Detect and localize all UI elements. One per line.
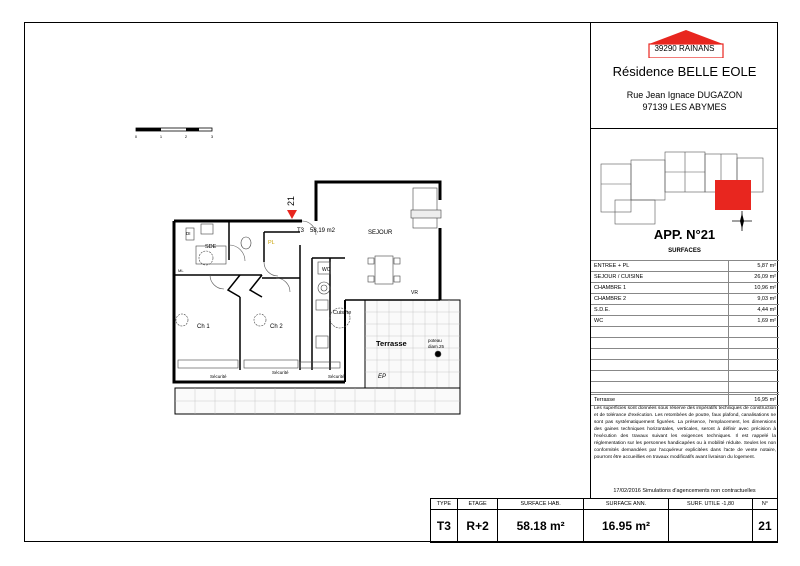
disclaimer-text: Les superficies sont données sous réserve des impératifs techniques de construction et de tolérance d'exécution. Les retombées de poutre, faux plafond, canalisations ne sont pas systématiquement figurées. La présence, l'emplacement, les dimensions des gaines techniques horizontales, verticales, seront à définir avec précision à l'exécution des travaux suivant les exigences techniques. Il est rappelé la réglementation sur les personnes handicapées ou à mobilité réduite. Seules les non conformités demandées par l'acquéreur explicitées dans l'acte de vente notaire, pourront être accueillies en travaux modificatifs avant livraison du logement.: [594, 406, 776, 460]
surface-label: [591, 371, 729, 382]
surface-label: [591, 338, 729, 349]
summary-value-etage: R+2: [457, 510, 498, 543]
surface-row: [591, 261, 779, 272]
surface-label: SEJOUR / CUISINE: [591, 272, 729, 283]
scale-tick-1: 1: [159, 134, 163, 139]
room-label-ch2: Ch 2: [270, 324, 283, 330]
surface-value: 1,69 m²: [729, 316, 780, 327]
surface-row: [591, 327, 779, 338]
surface-row: [591, 371, 779, 382]
summary-header-surface-hab: SURFACE HAB.: [498, 499, 583, 510]
surface-row: [591, 349, 779, 360]
surfaces-table: [591, 260, 779, 403]
roof-icon: [649, 30, 723, 44]
label-ml: ML: [178, 268, 184, 273]
surface-label: [591, 360, 729, 371]
residence-name: Résidence BELLE EOLE: [612, 64, 757, 79]
surface-label: ENTREE + PL: [591, 261, 729, 272]
label-di: DI: [186, 231, 191, 236]
balcony-strip: [175, 388, 460, 414]
summary-value-surface-ann: 16.95 m²: [583, 510, 668, 543]
company-name: 39290 RAINANS: [654, 44, 715, 53]
surface-label: CHAMBRE 1: [591, 283, 729, 294]
room-label-sejour: SEJOUR: [368, 230, 393, 236]
summary-value-surf-utile: [669, 510, 753, 543]
surface-label: [591, 349, 729, 360]
terrasse-label: Terrasse: [591, 395, 729, 406]
summary-value-numero: 21: [752, 510, 777, 543]
summary-table: [430, 498, 778, 543]
residence-street: Rue Jean Ignace DUGAZON: [626, 90, 743, 100]
room-label-ch1: Ch 1: [197, 324, 210, 330]
label-securite-3: Sécurité: [328, 374, 345, 379]
summary-header-type: TYPE: [431, 499, 458, 510]
entry-number: 21: [286, 195, 296, 206]
apartment-type-label: T3: [297, 228, 305, 234]
summary-value-surface-hab: 58.18 m²: [498, 510, 583, 543]
scale-tick-3: 3: [210, 134, 214, 139]
surface-row: [591, 382, 779, 393]
surface-row: [591, 338, 779, 349]
label-vr: VR: [411, 290, 418, 296]
label-securite-1: Sécurité: [210, 374, 227, 379]
surface-row: [591, 294, 779, 305]
scale-bar: [135, 128, 214, 139]
surface-value: 26,09 m²: [729, 272, 780, 283]
terrasse-value: 16,95 m²: [729, 395, 780, 406]
scale-tick-0: 0: [134, 134, 138, 139]
room-label-terrasse: Terrasse: [376, 339, 407, 348]
company-logo: [641, 26, 731, 58]
label-ep: EP: [378, 374, 387, 380]
apartment-area-label: 58,19 m2: [310, 228, 336, 234]
surface-row: [591, 360, 779, 371]
info-panel: [590, 22, 778, 498]
residence-city: 97139 LES ABYMES: [642, 102, 727, 112]
surface-row: [591, 305, 779, 316]
surface-value: [729, 338, 780, 349]
entry-marker: [286, 196, 297, 219]
partitions: [174, 221, 345, 370]
room-label-cuisine: Cuisine: [333, 310, 352, 316]
room-label-pl: PL: [268, 240, 275, 246]
summary-header-surface-ann: SURFACE ANN.: [583, 499, 668, 510]
label-poteau: poteau: [428, 338, 442, 343]
room-label-sde: SDE: [205, 244, 217, 250]
surface-value: [729, 360, 780, 371]
surface-label: WC: [591, 316, 729, 327]
unit-highlight: [715, 180, 751, 210]
surface-row: [591, 283, 779, 294]
apartment-title: APP. N°21: [653, 227, 716, 242]
summary-header-surf-utile: SURF. UTILE -1,80: [669, 499, 753, 510]
surface-value: [729, 371, 780, 382]
surface-value: 9,03 m²: [729, 294, 780, 305]
surface-label: [591, 382, 729, 393]
surface-value: [729, 349, 780, 360]
terrasse-row: [591, 394, 779, 406]
surface-value: [729, 327, 780, 338]
label-diam: diam.25: [428, 344, 445, 349]
surface-value: 10,96 m²: [729, 283, 780, 294]
surface-label: S.D.E.: [591, 305, 729, 316]
summary-value-type: T3: [431, 510, 458, 543]
surface-value: 4,44 m²: [729, 305, 780, 316]
surface-label: CHAMBRE 2: [591, 294, 729, 305]
surface-value: [729, 382, 780, 393]
summary-header-numero: N°: [752, 499, 777, 510]
surface-row: [591, 272, 779, 283]
label-securite-2: Sécurité: [272, 370, 289, 375]
surface-value: 5,87 m²: [729, 261, 780, 272]
surface-row: [591, 316, 779, 327]
summary-header-etage: ETAGE: [457, 499, 498, 510]
room-label-wc: WC: [322, 267, 331, 273]
surface-label: [591, 327, 729, 338]
separator: [591, 128, 778, 129]
date-note: 17/02/2016 Simulations d'agencements non contractuelles: [613, 488, 756, 494]
scale-tick-2: 2: [184, 134, 188, 139]
surfaces-heading: SURFACES: [668, 248, 701, 254]
